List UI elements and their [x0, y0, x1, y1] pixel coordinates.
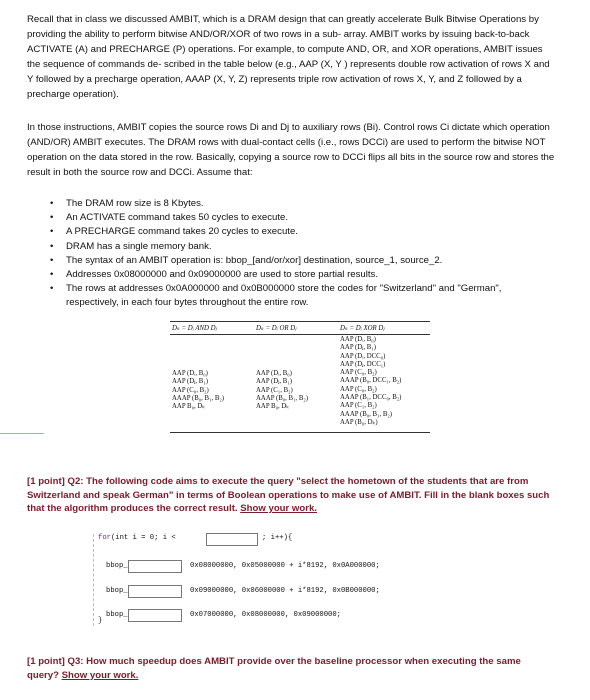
intro-paragraph-2: In those instructions, AMBIT copies the source rows Di and Dj to auxiliary rows (Bi). Control rows Ci dictate which operation (AND/OR) AMBIT executes. The DRAM rows with dual-contact cells (i.e., rows DCCi) are used to perform the bitwise NOT operation on the data stored in the row. Basically, copying a source row to DCCi flips all bits in the source row and stores the result in both the source row and DCCi. Assume that: — [27, 122, 555, 179]
list-item: • A PRECHARGE command takes 20 cycles to execute. — [50, 225, 550, 239]
table-cell: AAAP (B₀, B₁, B₂) — [172, 394, 224, 402]
and-ops-column — [172, 370, 224, 411]
list-item: • The syntax of an AMBIT operation is: bbop_[and/or/xor] destination, source_1, source_2. — [50, 254, 550, 268]
table-cell: AAP B₀, Dₖ — [256, 403, 290, 411]
table-top-rule — [170, 321, 430, 322]
table-header-xor: Dₖ = Dᵢ XOR Dⱼ — [340, 325, 385, 332]
bbop-args-1: 0x08000000, 0x05000000 + i*8192, 0x0A000000; — [190, 562, 380, 570]
table-cell: AAP (C₁, B₂) — [340, 402, 377, 410]
bbop-op-blank-input-2[interactable] — [128, 585, 182, 598]
question-2-show-work: Show your work. — [240, 503, 317, 515]
margin-rule — [0, 433, 44, 434]
bbop-label-3: bbop_ — [106, 611, 128, 619]
code-close-brace: } — [98, 617, 103, 625]
table-cell: AAAP (B₀, B₁, B₂) — [340, 410, 392, 418]
table-cell: AAAP (B₁, DCC₀, B₂) — [340, 394, 402, 402]
table-cell: AAP (C₀, B₂) — [340, 385, 377, 393]
table-cell: AAP (Dⱼ, B₁) — [172, 378, 208, 386]
list-item: • The rows at addresses 0x0A000000 and 0x0B000000 store the codes for "Switzerland" and "German", respectively, in each four bytes throughout the entire row. — [50, 282, 550, 310]
question-3-show-work: Show your work. — [61, 669, 139, 681]
table-cell: AAP (C₁, B₂) — [256, 386, 293, 394]
loop-bound-blank-input[interactable] — [206, 533, 258, 546]
bbop-op-blank-input-3[interactable] — [128, 609, 182, 622]
bbop-label-1: bbop_ — [106, 562, 128, 570]
code-block — [86, 530, 546, 626]
question-2 — [27, 475, 555, 516]
table-header-or: Dₖ = Dᵢ OR Dⱼ — [256, 325, 297, 332]
table-cell: AAP B₀, Dₖ — [172, 403, 206, 411]
intro-paragraph-1: Recall that in class we discussed AMBIT, which is a DRAM design that can greatly accelerate Bulk Bitwise Operations by providing the ability to perform bitwise AND/OR/XOR of two rows in a sub- array. AMBIT works by issuing back-to-back ACTIVATE (A) and PRECHARGE (P) operations. For example, to compute AND, OR, and XOR operations, AMBIT issues the sequence of commands de- scribed in the table below (e.g., AAP (X, Y ) represents double row activation of rows X and Y followed by a precharge operation, AAAP (X, Y, Z) represents triple row activation of rows X, Y, and Z followed by a precharge operation). — [27, 14, 550, 101]
assumptions-list — [50, 197, 550, 311]
table-cell: AAP (B₀, Dₖ) — [340, 418, 378, 426]
bbop-args-3: 0x07000000, 0x08000000, 0x09000000; — [190, 611, 341, 619]
table-cell: AAAP (B₀, B₁, B₂) — [256, 394, 308, 402]
table-bottom-rule — [170, 432, 430, 433]
table-cell: AAP (Dᵢ, DCC₀) — [340, 352, 386, 360]
bbop-label-2: bbop_ — [106, 587, 128, 595]
list-item: • DRAM has a single memory bank. — [50, 240, 550, 254]
or-ops-column — [256, 370, 308, 411]
table-cell: AAP (Dᵢ, B₀) — [256, 370, 292, 377]
table-cell: AAP (C₀, B₂) — [340, 369, 377, 377]
table-cell: AAP (Dⱼ, DCC₁) — [340, 360, 386, 368]
table-cell: AAP (Dᵢ, B₀) — [172, 370, 208, 377]
table-cell: AAP (Dⱼ, B₁) — [340, 344, 376, 352]
table-header-rule — [170, 334, 430, 335]
list-item: • Addresses 0x08000000 and 0x09000000 are used to store partial results. — [50, 268, 550, 282]
bbop-op-blank-input-1[interactable] — [128, 560, 182, 573]
code-gutter — [86, 534, 94, 626]
for-keyword: for — [98, 534, 111, 542]
for-head: (int i = 0; i < — [110, 534, 176, 542]
table-cell: AAP (Dᵢ, B₀) — [340, 336, 376, 343]
ambit-command-table — [170, 321, 430, 459]
list-item: • The DRAM row size is 8 Kbytes. — [50, 197, 550, 211]
table-cell: AAP (C₀, B₂) — [172, 386, 209, 394]
table-cell: AAP (Dⱼ, B₁) — [256, 378, 292, 386]
question-3 — [27, 655, 555, 682]
code-line-for — [98, 534, 176, 542]
for-tail: ; i++){ — [262, 534, 293, 542]
bbop-args-2: 0x09000000, 0x06000000 + i*8192, 0x0B000000; — [190, 587, 380, 595]
list-item: • An ACTIVATE command takes 50 cycles to execute. — [50, 211, 550, 225]
table-cell: AAAP (B₀, DCC₁, B₂) — [340, 377, 402, 385]
xor-ops-column — [340, 336, 401, 427]
question-2-text: [1 point] Q2: The following code aims to execute the query "select the hometown of the students that are from Switzerland and speak German" in terms of Boolean operations to make use of AMBIT. Fill in the blank boxes such that the algorithm produces the correct result. — [27, 476, 550, 515]
table-header-and: Dₖ = Dᵢ AND Dⱼ — [172, 325, 217, 332]
question-3-text: [1 point] Q3: How much speedup does AMBIT provide over the baseline processor when executing the same query? — [27, 656, 521, 681]
